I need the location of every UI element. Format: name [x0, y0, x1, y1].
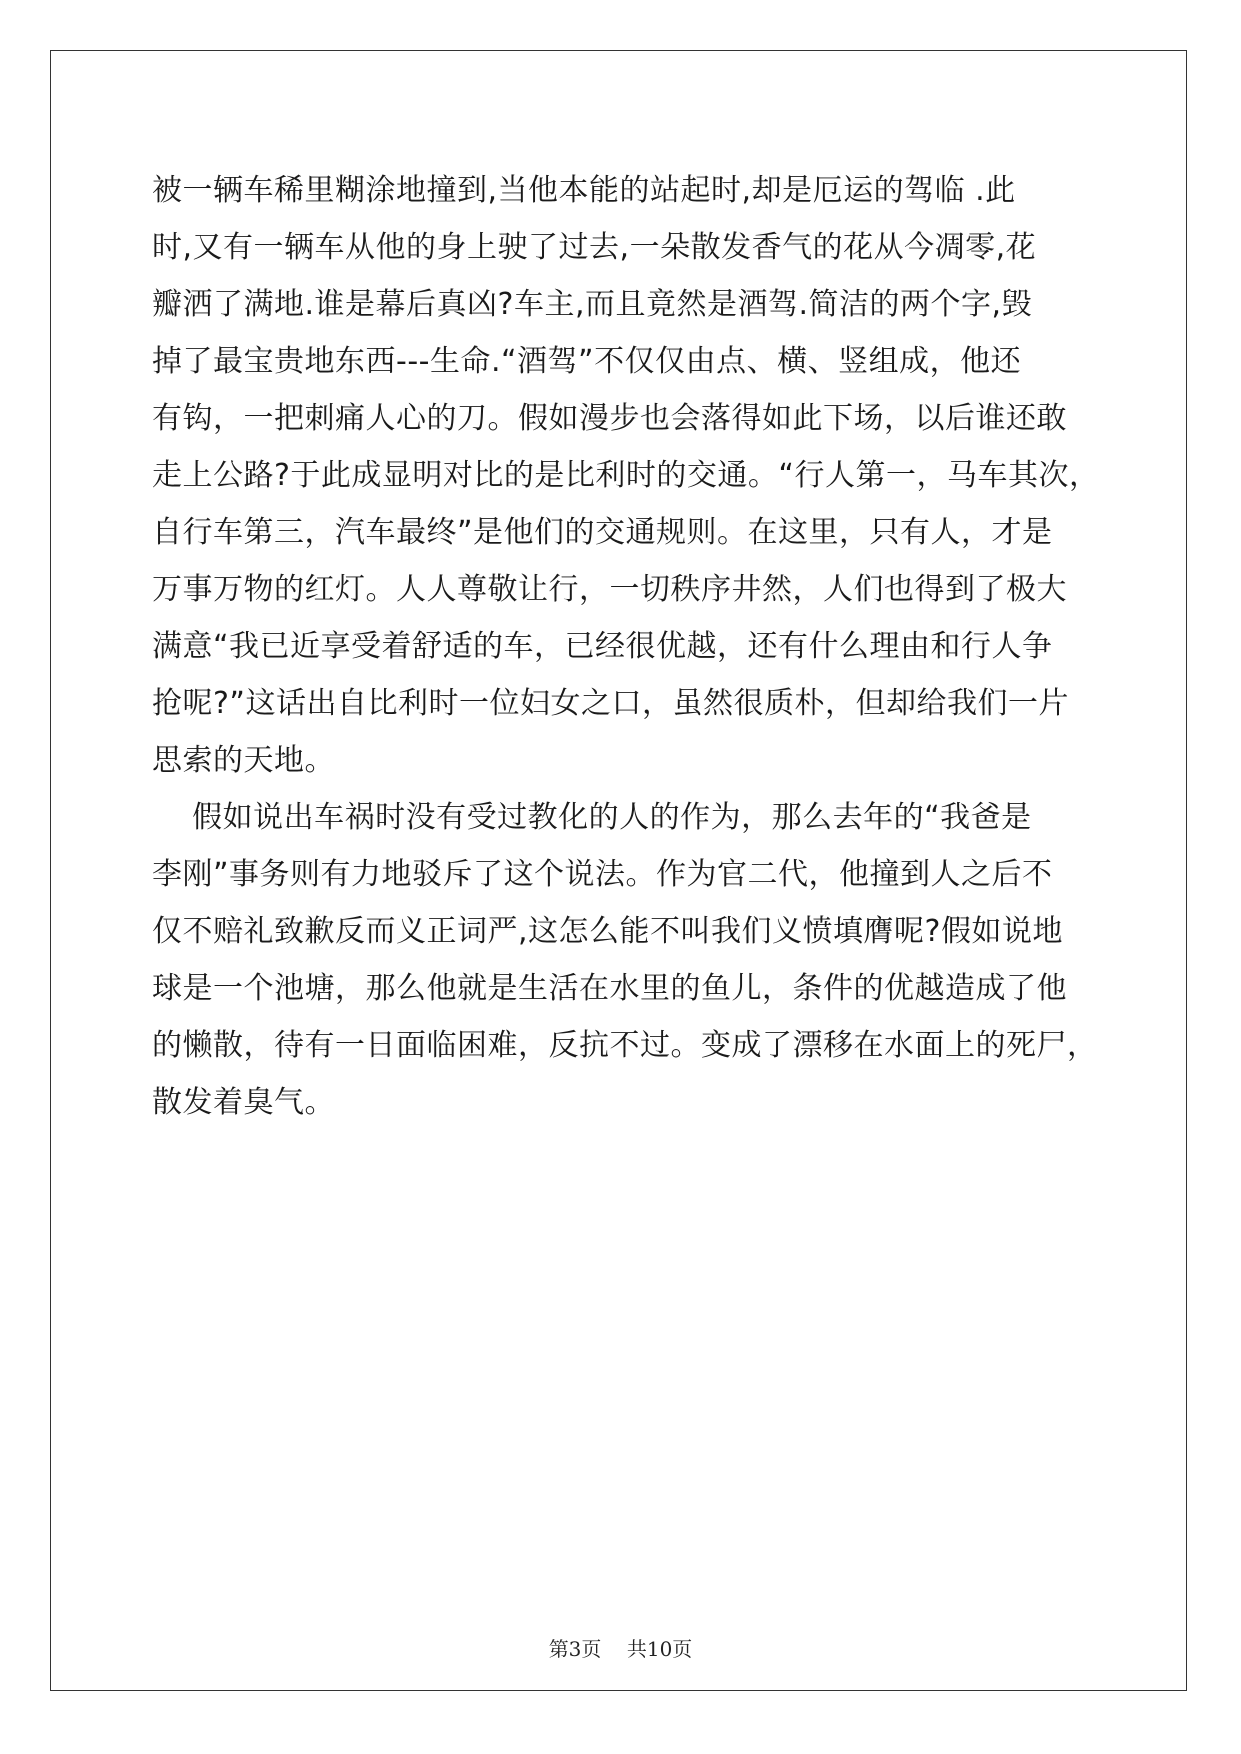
text-line: 被一辆车稀里糊涂地撞到,当他本能的站起时,却是厄运的驾临 .此: [152, 173, 1016, 208]
text-line: 有钩，一把刺痛人心的刀。假如漫步也会落得如此下场，以后谁还敢: [152, 401, 1067, 436]
text-line: 散发着臭气。: [152, 1085, 335, 1120]
page-number: 第3页 共10页: [548, 1637, 693, 1661]
document-body: [152, 162, 1100, 1131]
text-line: 仅不赔礼致歉反而义正词严,这怎么能不叫我们义愤填膺呢?假如说地: [152, 914, 1063, 949]
text-line: 时,又有一辆车从他的身上驶了过去,一朵散发香气的花从今凋零,花: [152, 230, 1037, 265]
text-line: 球是一个池塘，那么他就是生活在水里的鱼儿，条件的优越造成了他: [152, 971, 1067, 1006]
text-line: 自行车第三，汽车最终”是他们的交通规则。在这里，只有人，才是: [152, 515, 1053, 550]
text-line: 万事万物的红灯。人人尊敬让行，一切秩序井然，人们也得到了极大: [152, 572, 1067, 607]
text-line: 掉了最宝贵地东西---生命.“酒驾”不仅仅由点、横、竖组成，他还: [152, 344, 1022, 379]
text-line: 走上公路?于此成显明对比的是比利时的交通。“行人第一，马车其次，: [152, 458, 1100, 493]
text-line: 假如说出车祸时没有受过教化的人的作为，那么去年的“我爸是: [152, 800, 1032, 835]
text-line: 抢呢?”这话出自比利时一位妇女之口，虽然很质朴，但却给我们一片: [152, 686, 1069, 721]
text-line: 满意“我已近享受着舒适的车，已经很优越，还有什么理由和行人争: [152, 629, 1053, 664]
text-line: 瓣洒了满地.谁是幕后真凶?车主,而且竟然是酒驾.简洁的两个字,毁: [152, 287, 1033, 322]
text-line: 李刚”事务则有力地驳斥了这个说法。作为官二代，他撞到人之后不: [152, 857, 1053, 892]
text-line: 的懒散，待有一日面临困难，反抗不过。变成了漂移在水面上的死尸，: [152, 1028, 1098, 1063]
text-line: 思索的天地。: [152, 743, 335, 778]
